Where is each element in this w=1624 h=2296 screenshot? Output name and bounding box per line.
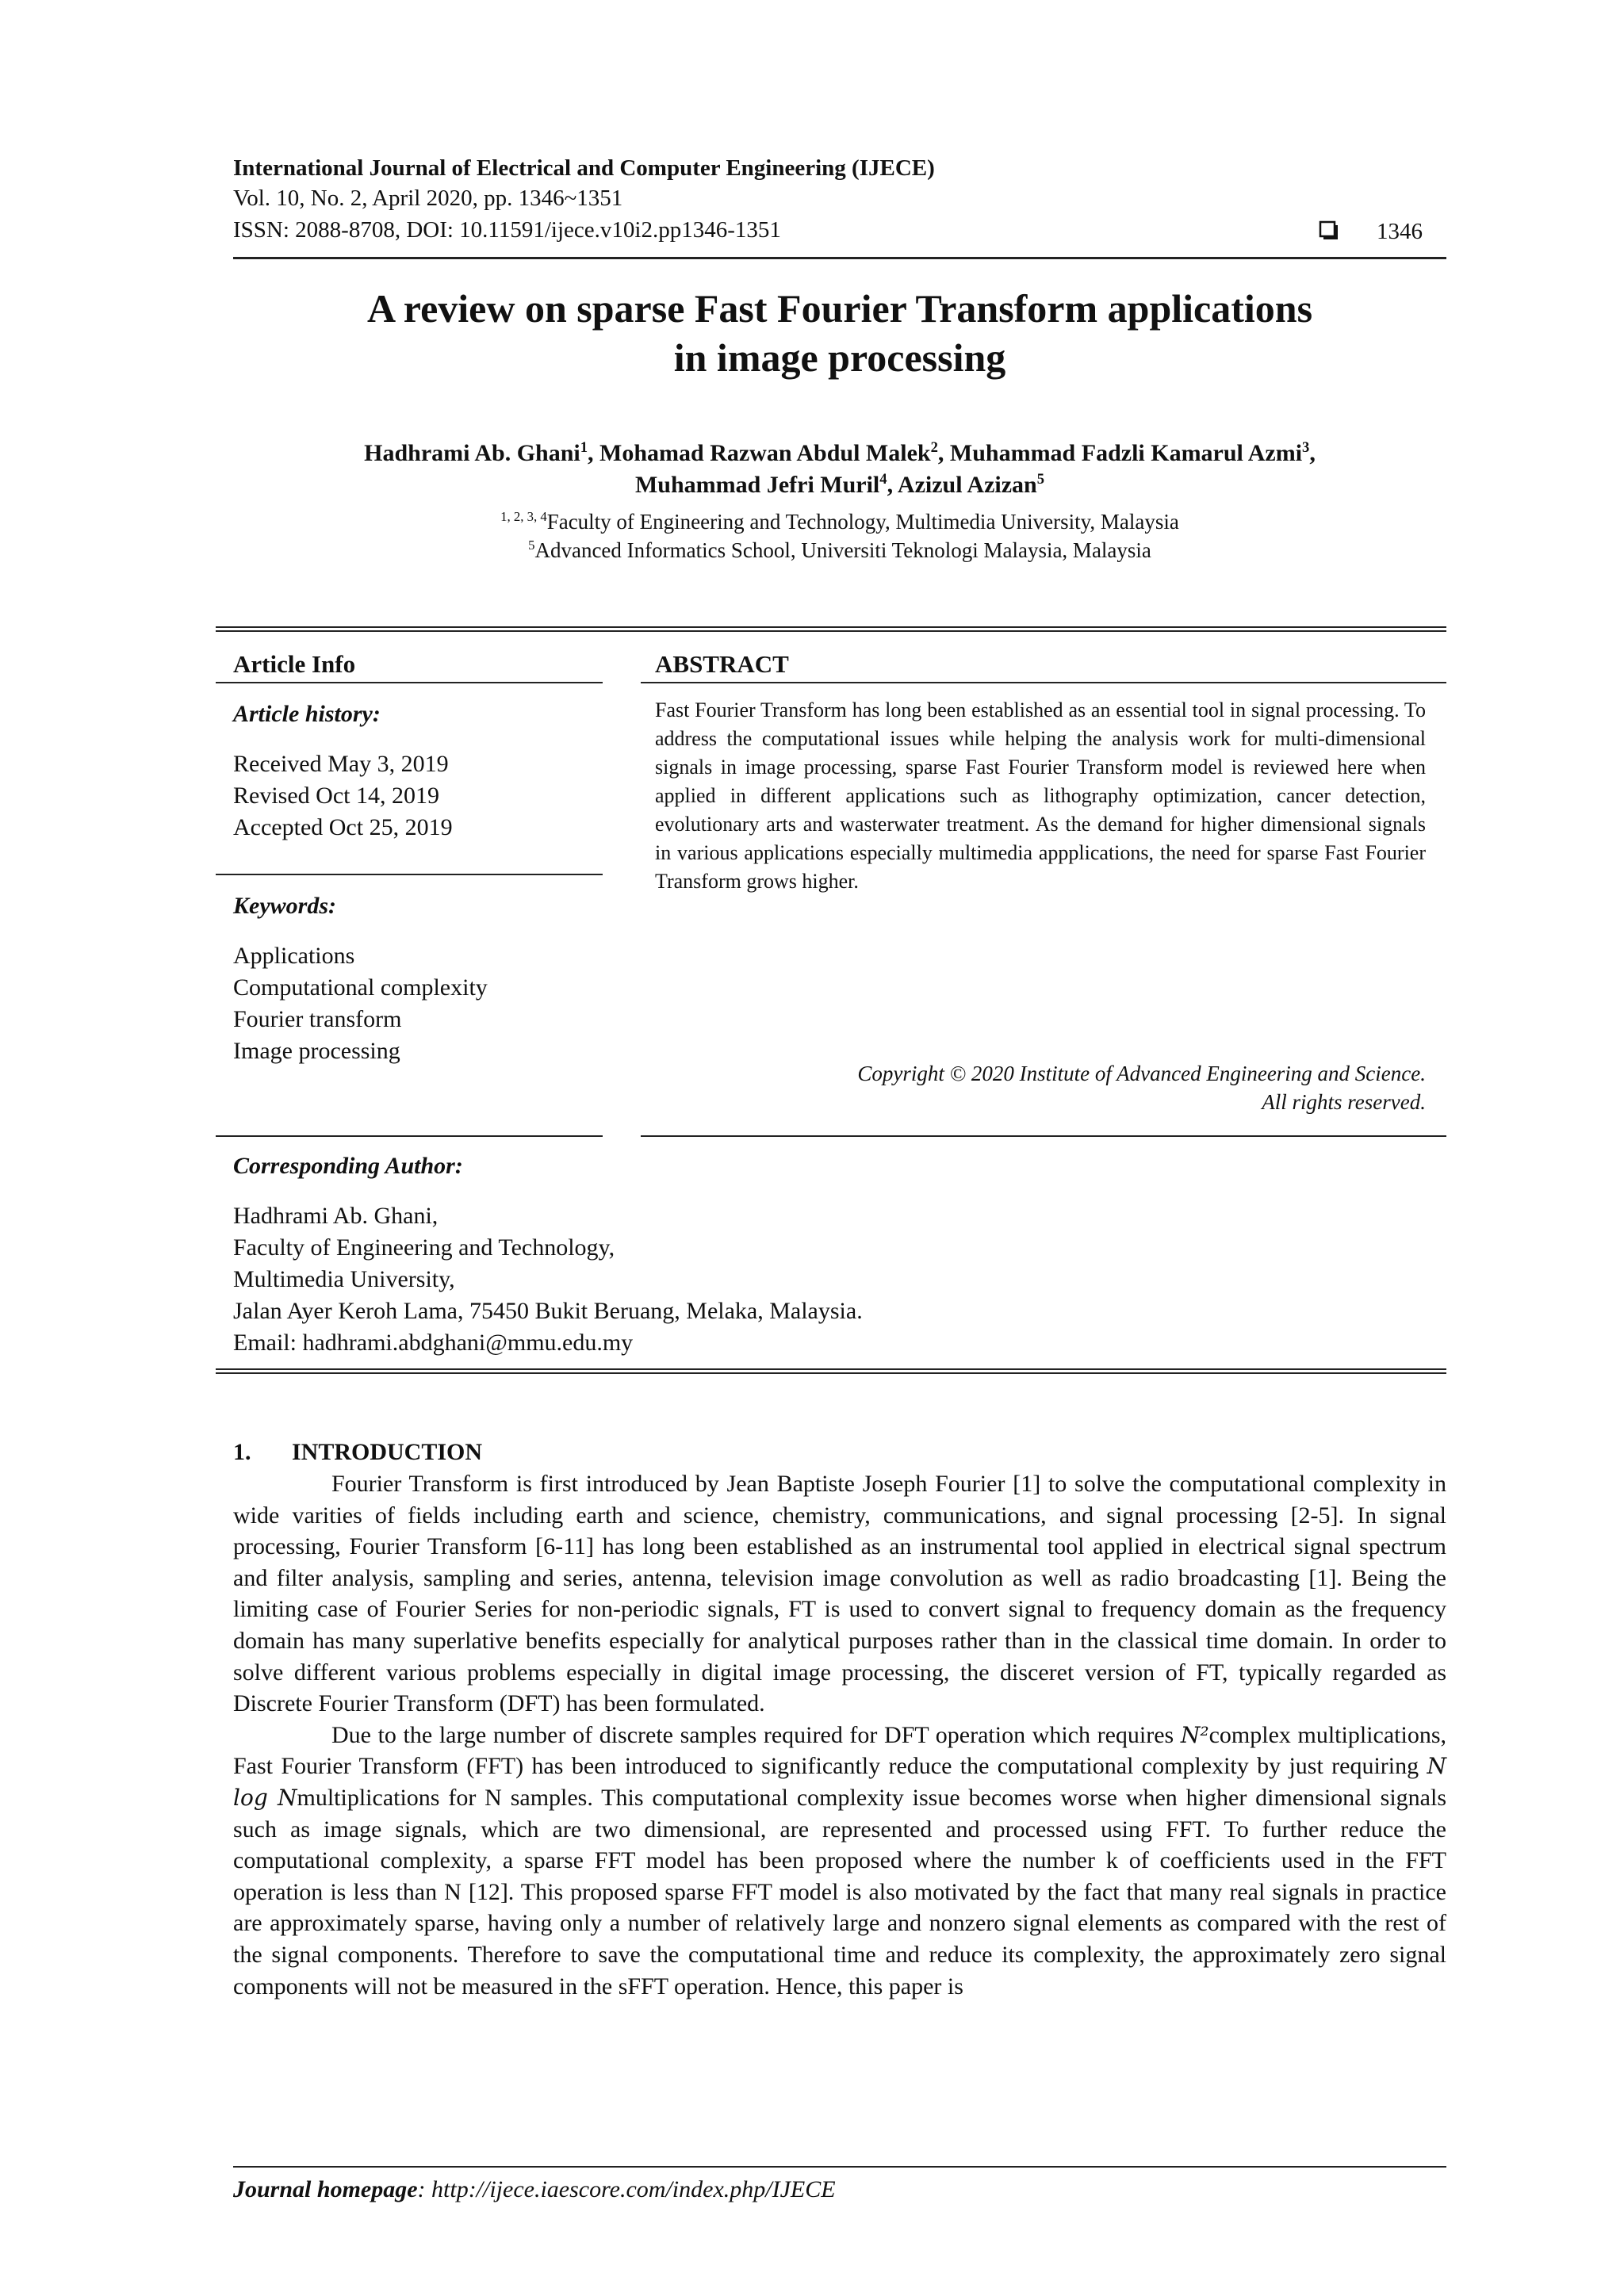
copyright-notice: Copyright © 2020 Institute of Advanced Engineering and Science. <box>857 1062 1426 1085</box>
section-number: 1. <box>233 1439 251 1465</box>
column-rule <box>216 1135 603 1137</box>
corresponding-line: Jalan Ayer Keroh Lama, 75450 Bukit Beruang, Melaka, Malaysia. <box>233 1298 863 1324</box>
author-name: Hadhrami Ab. Ghani <box>364 440 580 466</box>
section-title: INTRODUCTION <box>292 1439 483 1465</box>
affiliation-text: Faculty of Engineering and Technology, Multimedia University, Malaysia <box>546 510 1179 534</box>
corresponding-line: Faculty of Engineering and Technology, <box>233 1234 615 1261</box>
introduction-body <box>233 1468 1446 2002</box>
math-expression: N² <box>1180 1721 1209 1748</box>
section-rule <box>216 626 1446 632</box>
author-affiliation-mark: 5 <box>1036 471 1045 488</box>
section-rule <box>216 1368 1446 1374</box>
footer-rule <box>233 2166 1446 2168</box>
author-name: Mohamad Razwan Abdul Malek <box>599 440 931 466</box>
math-expression: N log N <box>233 1753 1446 1811</box>
accepted-date: Accepted Oct 25, 2019 <box>233 814 453 840</box>
author-name: Azizul Azizan <box>897 472 1037 498</box>
corresponding-line: Hadhrami Ab. Ghani, <box>233 1203 439 1229</box>
journal-volume: Vol. 10, No. 2, April 2020, pp. 1346~1351 <box>233 186 623 211</box>
abstract-text: Fast Fourier Transform has long been established as an essential tool in signal processing. To address the computational issues while helping the analysis work for multi-dimensional signals in image processing, sparse Fast Fourier Transform model is reviewed here when applied in different applications such as lithography optimization, cancer detection, evolutionary arts and wasterwater treatment. As the demand for higher dimensional signals in various applications especially multimedia appplications, the need for sparse Fast Fourier Transform grows higher. <box>655 698 1426 893</box>
paragraph-text: Due to the large number of discrete samples required for DFT operation which requires <box>331 1721 1181 1748</box>
affiliation <box>233 507 1446 536</box>
author-affiliation-mark: 4 <box>879 471 887 488</box>
paper-title-line: in image processing <box>673 335 1006 380</box>
column-rule <box>216 682 603 683</box>
paragraph: Fourier Transform is first introduced by Jean Baptiste Joseph Fourier [1] to solve the computational complexity in wide varities of fields including earth and science, chemistry, communications, and signal processing [2-5]. In signal processing, Fourier Transform [6-11] has long been established as an instrumental tool applied in electrical signal spectrum and filter analysis, sampling and series, antenna, television image convolution as well as radio broadcasting [1]. Being the limiting case of Fourier Series for non-periodic signals, FT is used to convert signal to frequency domain as the frequency domain has many superlative benefits especially for analytical purposes rather than in the classical time domain. In order to solve different various problems especially in digital image processing, the disceret version of FT, typically regarded as Discrete Fourier Transform (DFT) has been formulated. <box>233 1471 1446 1717</box>
article-info-heading: Article Info <box>233 650 356 678</box>
paper-title-line: A review on sparse Fast Fourier Transform applications <box>366 286 1313 331</box>
received-date: Received May 3, 2019 <box>233 751 449 777</box>
page-number: 1346 <box>1377 219 1423 244</box>
journal-homepage <box>233 2174 836 2206</box>
column-rule <box>216 874 603 875</box>
keyword-item: Applications <box>233 943 355 969</box>
paper-title <box>233 284 1446 382</box>
keywords-heading: Keywords: <box>233 893 336 919</box>
column-rule <box>641 682 1446 683</box>
rights-notice: All rights reserved. <box>1262 1090 1426 1114</box>
column-rule <box>641 1135 1446 1137</box>
header-rule <box>233 257 1446 259</box>
homepage-label: Journal homepage <box>233 2176 418 2202</box>
paragraph-text: complex multiplications, Fast Fourier Transform (FFT) has been introduced to significantly reduce the computational complexity by just requiring <box>233 1721 1446 1780</box>
affiliation <box>233 536 1446 564</box>
introduction-heading <box>233 1437 482 1468</box>
corresponding-author-heading: Corresponding Author: <box>233 1153 463 1179</box>
keyword-item: Fourier transform <box>233 1006 402 1032</box>
paragraph-text: multiplications for N samples. This computational complexity issue becomes worse when higher dimensional signals such as image signals, which are two dimensional, are represented and processed using FFT. To further reduce the computational complexity, a sparse FFT model has been proposed where the number k of coefficients used in the FFT operation is less than N [12]. This proposed sparse FFT model is also motivated by the fact that many real signals in practice are approximately sparse, having only a number of relatively large and nonzero signal elements as compared with the rest of the signal components. Therefore to save the computational time and reduce its complexity, the approximately zero signal components will not be measured in the sFFT operation. Hence, this paper is <box>233 1784 1446 1999</box>
affiliation-mark: 5 <box>528 538 535 553</box>
corresponding-email: Email: hadhrami.abdghani@mmu.edu.my <box>233 1330 634 1356</box>
journal-issn-doi: ISSN: 2088-8708, DOI: 10.11591/ijece.v10i2.pp1346-1351 <box>233 217 781 243</box>
author-name: Muhammad Fadzli Kamarul Azmi <box>949 440 1303 466</box>
paragraph <box>233 1720 1446 2002</box>
revised-date: Revised Oct 14, 2019 <box>233 783 439 809</box>
affiliation-mark: 1, 2, 3, 4 <box>500 509 547 524</box>
corresponding-line: Multimedia University, <box>233 1266 455 1292</box>
article-history-heading: Article history: <box>233 701 381 727</box>
abstract-heading: ABSTRACT <box>655 650 789 678</box>
affiliation-text: Advanced Informatics School, Universiti Teknologi Malaysia, Malaysia <box>534 538 1151 562</box>
keyword-item: Image processing <box>233 1038 400 1064</box>
author-affiliation-mark: 2 <box>930 439 938 456</box>
author-list: Hadhrami Ab. Ghani$^1$, Mohamad Razwan Abdul Malek$^2$, Muhammad Fadzli Kamarul Azmi$^3$, Muhammad Jefri Muril$^4$, Azizul Azizan$^5$ <box>364 439 1316 498</box>
author-affiliation-mark: 1 <box>580 439 588 456</box>
author-name: Muhammad Jefri Muril <box>634 472 880 498</box>
square-icon <box>1319 220 1339 241</box>
keyword-item: Computational complexity <box>233 974 488 1001</box>
journal-name: International Journal of Electrical and Computer Engineering (IJECE) <box>233 155 935 181</box>
homepage-url[interactable]: : http://ijece.iaescore.com/index.php/IJECE <box>417 2176 836 2202</box>
author-affiliation-mark: 3 <box>1302 439 1310 456</box>
